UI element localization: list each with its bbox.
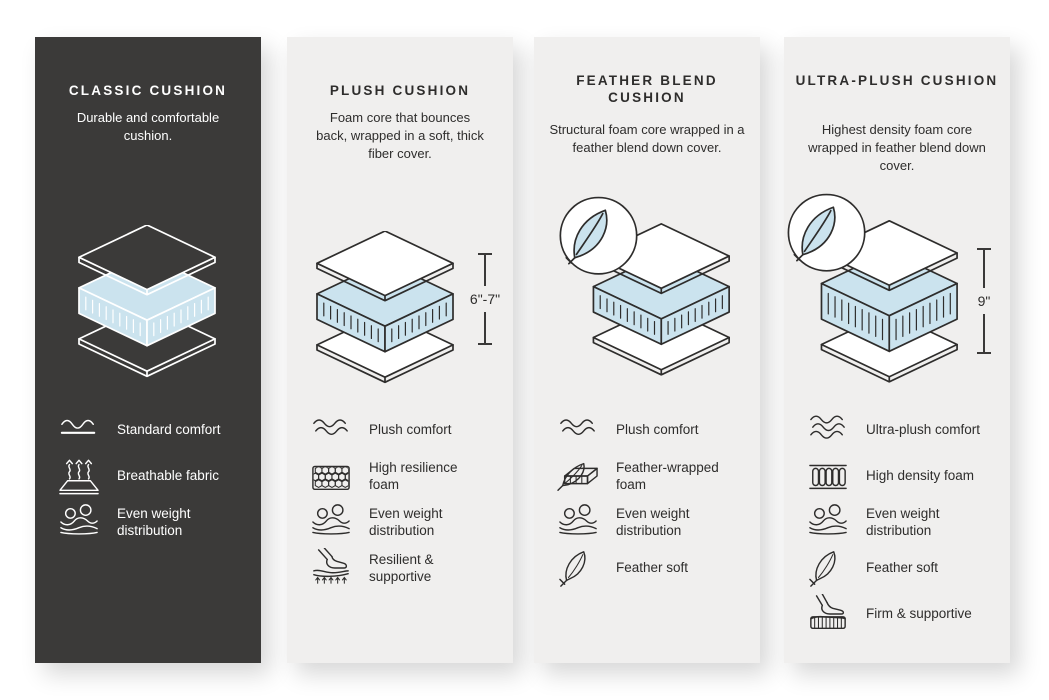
feature-label: Even weight distribution xyxy=(369,505,443,538)
panel-description: Highest density foam core wrapped in feather blend down cover. xyxy=(808,122,986,173)
triple-wave-icon xyxy=(805,410,851,450)
feature-row xyxy=(308,548,507,588)
feature-label: Feather soft xyxy=(866,560,939,576)
feather-icon xyxy=(805,548,851,588)
feature-label: Standard comfort xyxy=(117,422,221,438)
feather-icon xyxy=(555,548,601,588)
feature-row xyxy=(56,456,255,496)
feature-row xyxy=(805,456,1004,496)
feature-label: Feather-wrapped foam xyxy=(616,459,719,492)
even-weight-icon xyxy=(805,502,851,542)
even-weight-icon xyxy=(555,502,601,542)
panel-title: CLASSIC CUSHION xyxy=(68,83,228,98)
feature-list xyxy=(308,410,507,594)
feature-row xyxy=(805,548,1004,588)
feature-label: High resilience foam xyxy=(369,459,458,492)
feature-label: Plush comfort xyxy=(616,422,699,438)
height-ruler xyxy=(976,248,992,354)
feature-label: Firm & supportive xyxy=(866,606,972,622)
ruler-cap-bottom xyxy=(478,343,492,345)
panel-title: ULTRA-PLUSH CUSHION xyxy=(795,73,999,88)
breathable-icon xyxy=(56,456,102,496)
feather-badge-icon xyxy=(560,198,636,274)
feature-label: Even weight distribution xyxy=(117,505,191,538)
feature-row xyxy=(555,502,754,542)
feature-label: Feather soft xyxy=(616,560,689,576)
panel-description: Structural foam core wrapped in a feather blend down cover. xyxy=(549,122,745,155)
feature-label: Ultra-plush comfort xyxy=(866,422,981,438)
panel-title: FEATHER BLEND CUSHION xyxy=(576,73,718,105)
feature-row xyxy=(308,456,507,496)
feature-row xyxy=(308,410,507,450)
plush-cushion-panel xyxy=(287,37,513,663)
honeycomb-foam-icon xyxy=(308,456,354,496)
height-ruler xyxy=(469,253,501,345)
feature-row xyxy=(555,410,754,450)
feature-row xyxy=(308,502,507,542)
classic-cushion-panel xyxy=(35,37,261,663)
ruler-line xyxy=(469,255,501,343)
feature-label: Resilient & supportive xyxy=(369,551,434,584)
cushion-layers-icon xyxy=(300,231,470,384)
height-label: 6"-7" xyxy=(469,286,501,312)
feature-list xyxy=(555,410,754,594)
double-wave-icon xyxy=(308,410,354,450)
cushion-layers-icon xyxy=(62,225,232,378)
feature-label: Plush comfort xyxy=(369,422,452,438)
feather-blend-cushion-panel xyxy=(534,37,760,663)
cushion-layers-feather-icon xyxy=(556,195,753,385)
panel-description: Foam core that bounces back, wrapped in a soft, thick fiber cover. xyxy=(316,110,484,161)
feature-list xyxy=(56,410,255,548)
feature-row xyxy=(555,548,754,588)
feature-row xyxy=(56,502,255,542)
density-foam-icon xyxy=(805,456,851,496)
feather-foam-icon xyxy=(555,456,601,496)
feature-row xyxy=(56,410,255,450)
ultra-plush-cushion-panel xyxy=(784,37,1010,663)
resilient-foot-icon xyxy=(308,548,354,588)
cushion-layers-feather-icon xyxy=(784,192,981,392)
feature-row xyxy=(805,410,1004,450)
even-weight-icon xyxy=(308,502,354,542)
ruler-cap-bottom xyxy=(977,352,991,354)
firm-foot-icon xyxy=(805,594,851,634)
feature-label: Even weight distribution xyxy=(866,505,940,538)
feature-label: High density foam xyxy=(866,468,975,484)
double-wave-icon xyxy=(555,410,601,450)
ruler-line xyxy=(977,250,991,352)
height-label: 9" xyxy=(977,288,992,314)
even-weight-icon xyxy=(56,502,102,542)
feature-list xyxy=(805,410,1004,640)
feather-badge-icon xyxy=(788,195,864,271)
panel-description: Durable and comfortable cushion. xyxy=(76,110,220,143)
feature-row xyxy=(805,594,1004,634)
feature-row xyxy=(805,502,1004,542)
wave-line-icon xyxy=(56,410,102,450)
panel-title: PLUSH CUSHION xyxy=(329,83,471,98)
feature-row xyxy=(555,456,754,496)
feature-label: Breathable fabric xyxy=(117,468,220,484)
feature-label: Even weight distribution xyxy=(616,505,690,538)
